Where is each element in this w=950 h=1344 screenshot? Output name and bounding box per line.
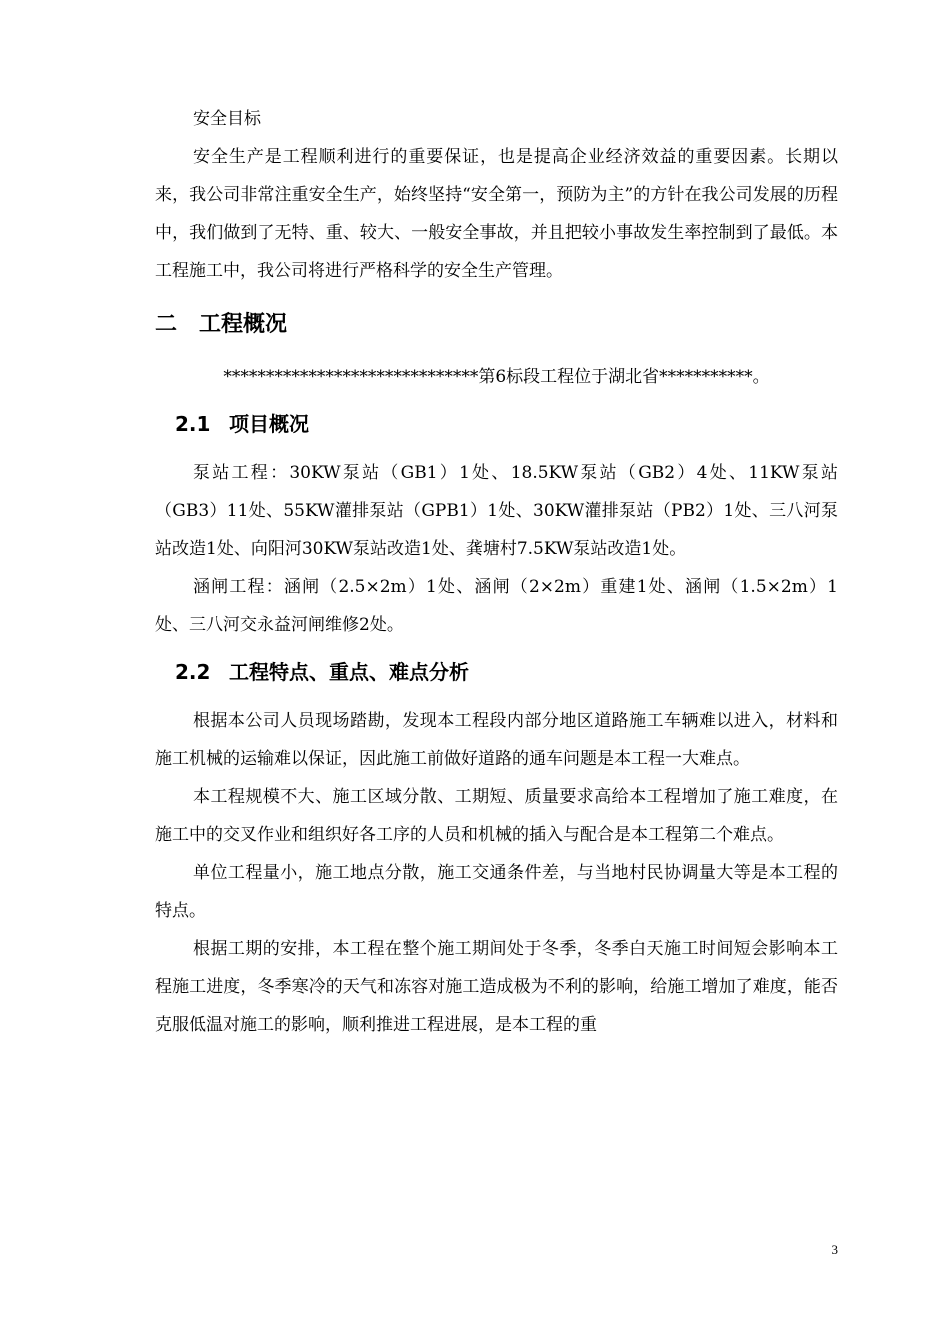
subsection-2-1-number: 2.1 — [175, 412, 211, 436]
pump-station-paragraph: 泵站工程：30KW泵站（GB1）1处、18.5KW泵站（GB2）4处、11KW泵站（GB3）11处、55KW灌排泵站（GPB1）1处、30KW灌排泵站（PB2）1处、三八河泵站改造1处、向阳河30KW泵站改造1处、龚塘村7.5KW泵站改造1处。 — [155, 463, 838, 559]
safety-goal-heading: 安全目标 — [193, 109, 261, 129]
subsection-2-2-number: 2.2 — [175, 660, 211, 684]
section-2-number: 二 — [155, 312, 178, 337]
difficulty-paragraph-4: 根据工期的安排，本工程在整个施工期间处于冬季，冬季白天施工时间短会影响本工程施工进度，冬季寒冷的天气和冻容对施工造成极为不利的影响，给施工增加了难度，能否克服低温对施工的影响，顺利推进工程进展，是本工程的重 — [155, 939, 838, 1035]
difficulty-paragraph-2: 本工程规模不大、施工区域分散、工期短、质量要求高给本工程增加了施工难度，在施工中的交叉作业和组织好各工序的人员和机械的插入与配合是本工程第二个难点。 — [155, 787, 838, 845]
section-2-title: 工程概况 — [199, 312, 288, 337]
page-number: 3 — [831, 1242, 838, 1257]
culvert-gate-paragraph: 涵闸工程：涵闸（2.5×2m）1处、涵闸（2×2m）重建1处、涵闸（1.5×2m）1处、三八河交永益河闸维修2处。 — [155, 577, 838, 635]
difficulty-paragraph-3: 单位工程量小，施工地点分散，施工交通条件差，与当地村民协调量大等是本工程的特点。 — [155, 863, 838, 921]
subsection-2-2-heading — [175, 648, 838, 696]
subsection-2-1-title: 项目概况 — [229, 412, 309, 436]
difficulty-paragraph-1: 根据本公司人员现场踏勘，发现本工程段内部分地区道路施工车辆难以进入，材料和施工机械的运输难以保证，因此施工前做好道路的通车问题是本工程一大难点。 — [155, 711, 838, 769]
subsection-2-2-title: 工程特点、重点、难点分析 — [229, 660, 469, 684]
section-2-lead: ******************************第6标段工程位于湖北省***********。 — [223, 367, 770, 387]
subsection-2-1-heading — [175, 400, 838, 448]
section-2-heading — [155, 300, 838, 350]
safety-goal-paragraph: 安全生产是工程顺利进行的重要保证，也是提高企业经济效益的重要因素。长期以来，我公司非常注重安全生产，始终坚持“安全第一，预防为主”的方针在我公司发展的历程中，我们做到了无特、重、较大、一般安全事故，并且把较小事故发生率控制到了最低。本工程施工中，我公司将进行严格科学的安全生产管理。 — [155, 147, 838, 281]
